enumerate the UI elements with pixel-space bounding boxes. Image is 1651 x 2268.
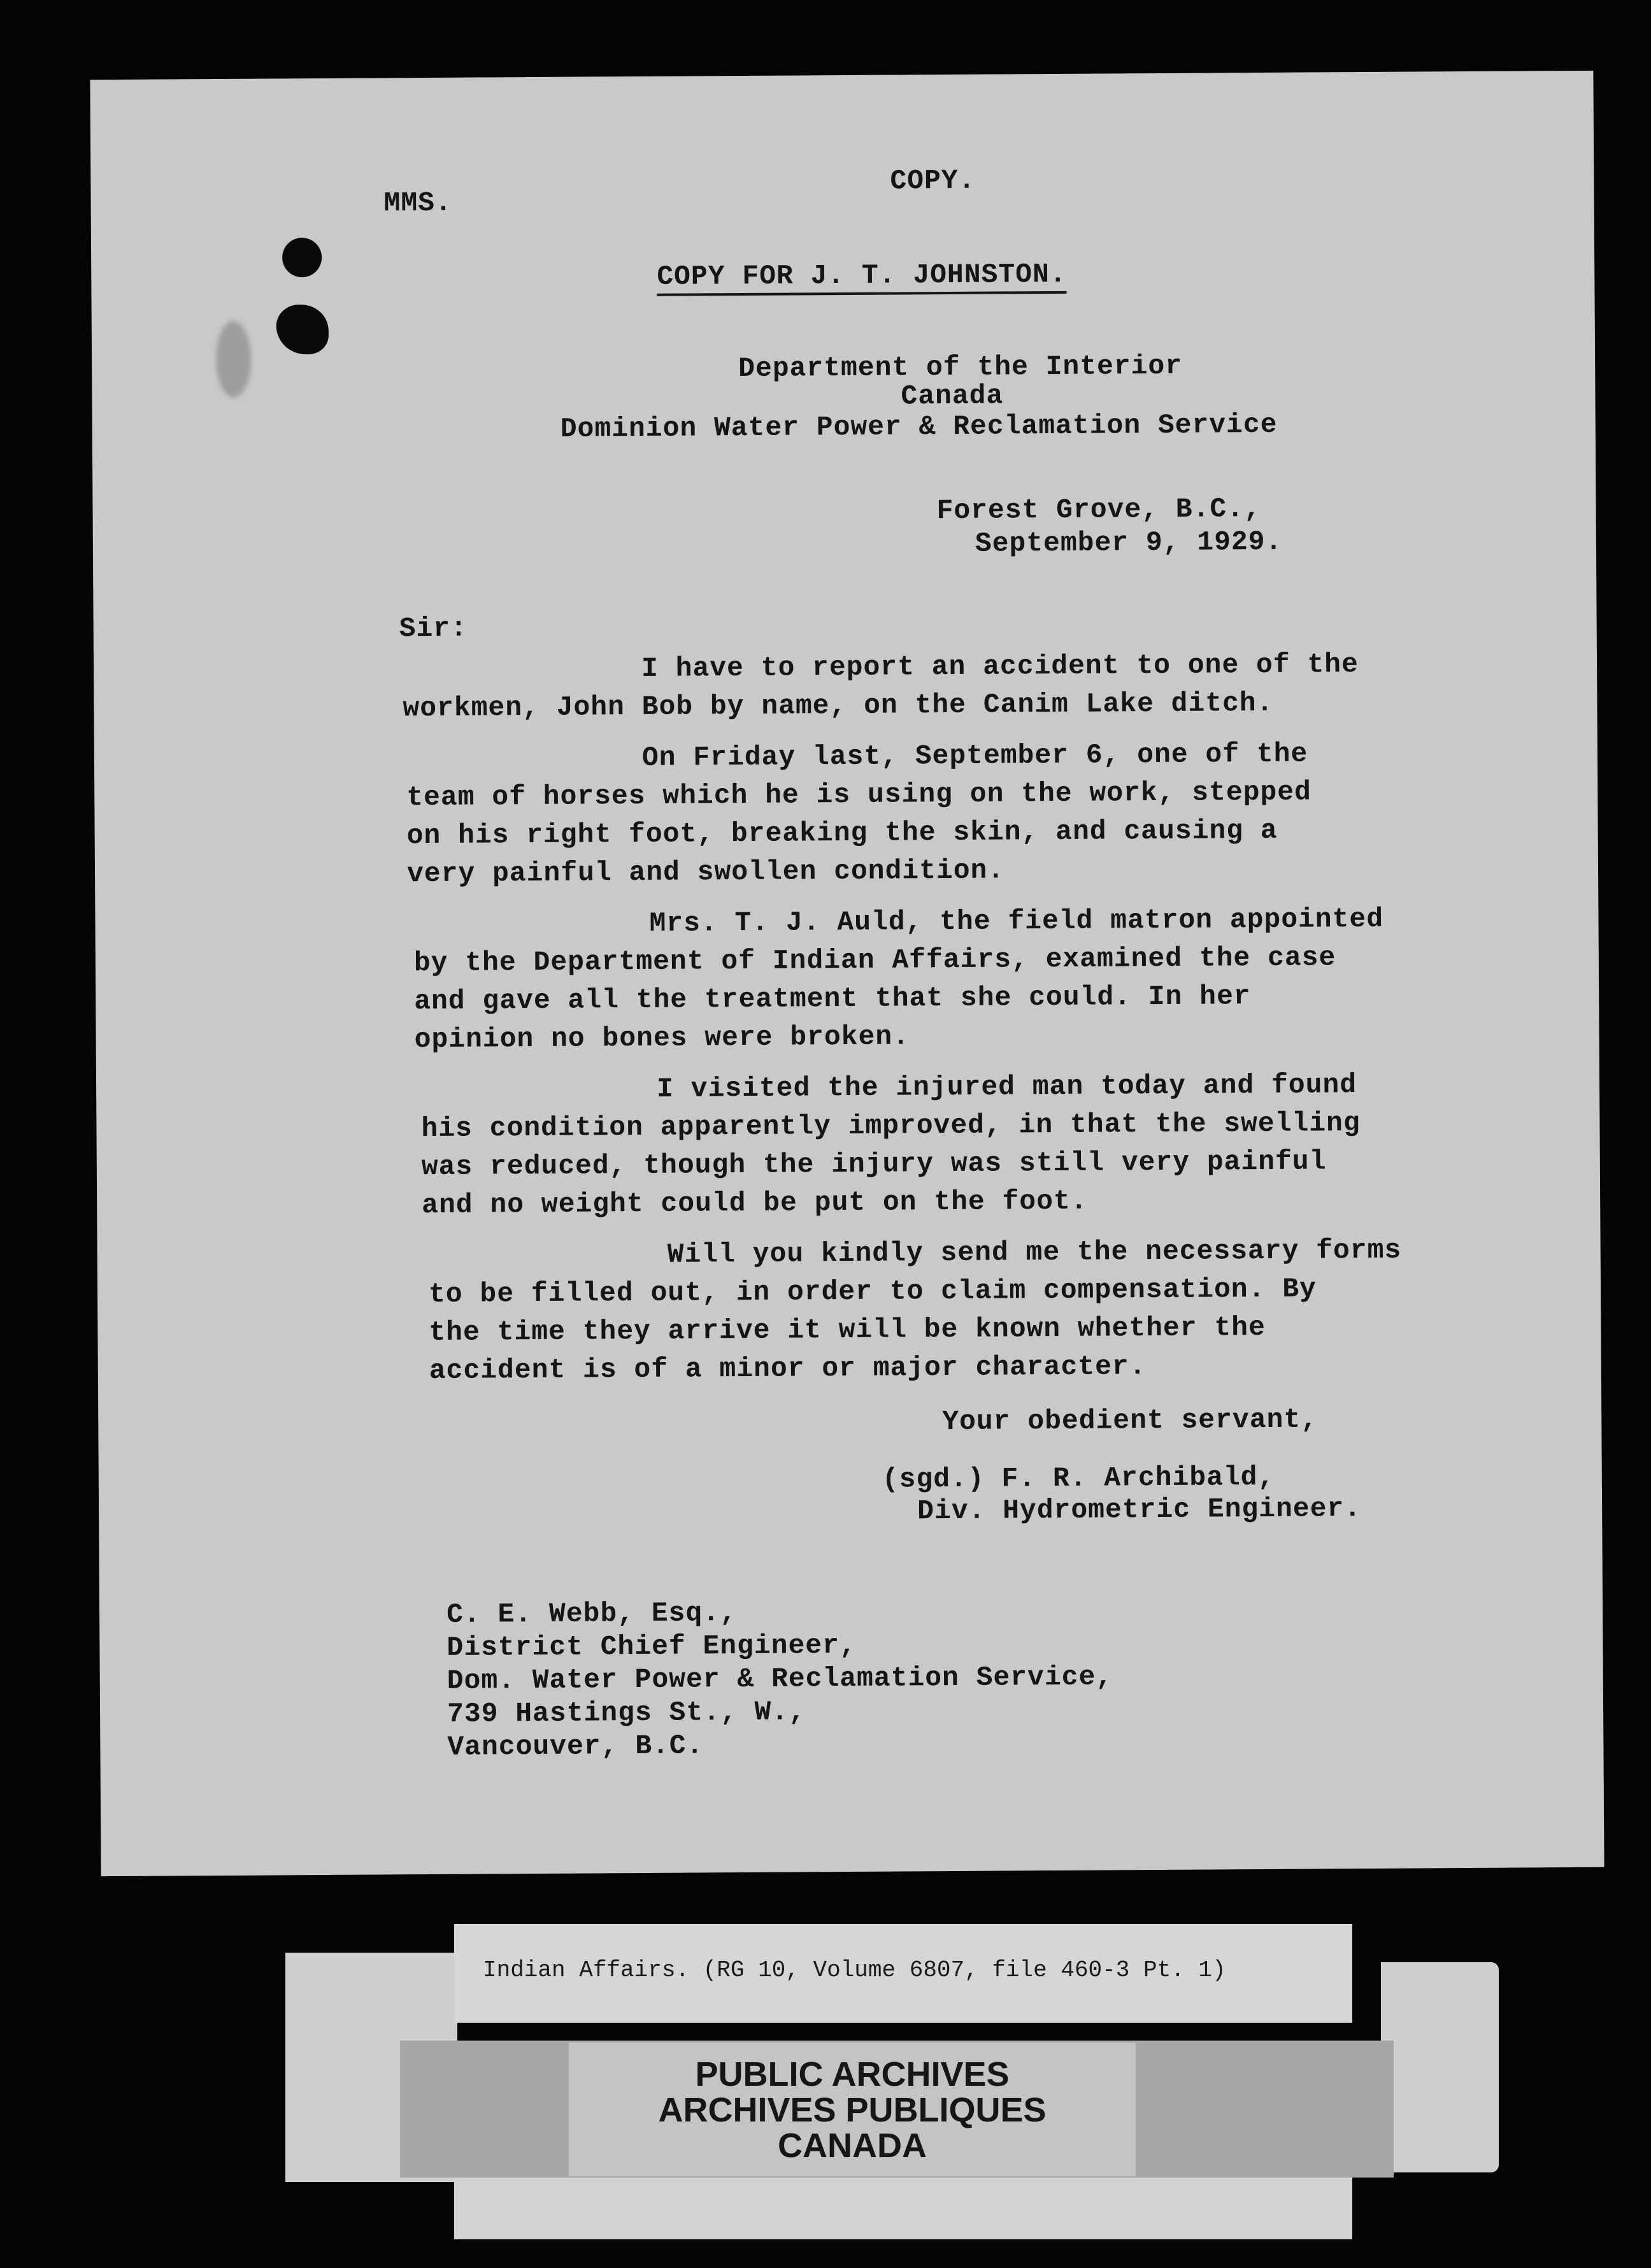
body-line: I visited the injured man today and found bbox=[656, 1069, 1357, 1105]
body-line: was reduced, though the injury was still very painful bbox=[421, 1145, 1327, 1183]
address-line: Dom. Water Power & Reclamation Service, bbox=[447, 1661, 1113, 1697]
body-line: workmen, John Bob by name, on the Canim Lake ditch. bbox=[403, 687, 1274, 724]
body-line: and gave all the treatment that she could. In her bbox=[414, 980, 1251, 1017]
card-holder-right bbox=[1381, 1962, 1499, 2172]
dept-line-1: Department of the Interior bbox=[738, 350, 1183, 385]
closing: Your obedient servant, bbox=[942, 1403, 1319, 1438]
stamp-line-2: ARCHIVES PUBLIQUES bbox=[658, 2091, 1047, 2129]
copy-mark: COPY. bbox=[890, 164, 976, 197]
address-line: 739 Hastings St., W., bbox=[447, 1696, 806, 1730]
body-line: On Friday last, September 6, one of the bbox=[641, 738, 1308, 773]
body-line: I have to report an accident to one of the bbox=[641, 649, 1359, 684]
initials: MMS. bbox=[383, 187, 452, 219]
copy-for-heading: COPY FOR J. T. JOHNSTON. bbox=[657, 259, 1067, 296]
body-line: by the Department of Indian Affairs, examined the case bbox=[413, 942, 1336, 979]
reference-label bbox=[454, 1924, 1352, 2023]
body-line: team of horses which he is using on the work, stepped bbox=[406, 776, 1312, 814]
signature: (sgd.) F. R. Archibald, bbox=[882, 1461, 1275, 1495]
body-line: and no weight could be put on the foot. bbox=[422, 1185, 1088, 1221]
address-line: Vancouver, B.C. bbox=[447, 1730, 704, 1763]
archive-stamp bbox=[569, 2042, 1136, 2176]
body-line: Mrs. T. J. Auld, the field matron appointed bbox=[649, 903, 1384, 939]
body-line: to be filled out, in order to claim compensation. By bbox=[428, 1273, 1317, 1310]
archive-reference: Indian Affairs. (RG 10, Volume 6807, file 460-3 Pt. 1) bbox=[483, 1957, 1226, 1983]
dept-line-3: Dominion Water Power & Reclamation Service bbox=[560, 408, 1278, 445]
paper-tear-mark bbox=[216, 321, 252, 398]
date-line: September 9, 1929. bbox=[975, 526, 1283, 559]
address-line: C. E. Webb, Esq., bbox=[446, 1597, 737, 1630]
archive-label-card bbox=[285, 1924, 1406, 2239]
punch-hole-top bbox=[282, 238, 322, 277]
letter-page bbox=[90, 71, 1604, 1876]
body-line: very painful and swollen condition. bbox=[406, 854, 1005, 890]
signer-title: Div. Hydrometric Engineer. bbox=[917, 1493, 1362, 1527]
body-line: his condition apparently improved, in that the swelling bbox=[421, 1107, 1361, 1145]
stamp-line-1: PUBLIC ARCHIVES bbox=[695, 2055, 1010, 2093]
card-lower-strip bbox=[454, 2178, 1352, 2239]
body-line: the time they arrive it will be known whether the bbox=[429, 1311, 1266, 1349]
body-line: on his right foot, breaking the skin, and causing a bbox=[406, 814, 1278, 852]
address-line: District Chief Engineer, bbox=[447, 1629, 857, 1663]
body-line: Will you kindly send me the necessary forms bbox=[667, 1234, 1402, 1270]
punch-hole-torn bbox=[276, 305, 329, 354]
body-line: accident is of a minor or major character. bbox=[429, 1351, 1147, 1387]
place-line: Forest Grove, B.C., bbox=[936, 493, 1261, 527]
salutation: Sir: bbox=[399, 612, 468, 645]
body-line: opinion no bones were broken. bbox=[414, 1021, 910, 1056]
stamp-line-3: CANADA bbox=[778, 2127, 927, 2165]
dept-line-2: Canada bbox=[901, 380, 1004, 412]
